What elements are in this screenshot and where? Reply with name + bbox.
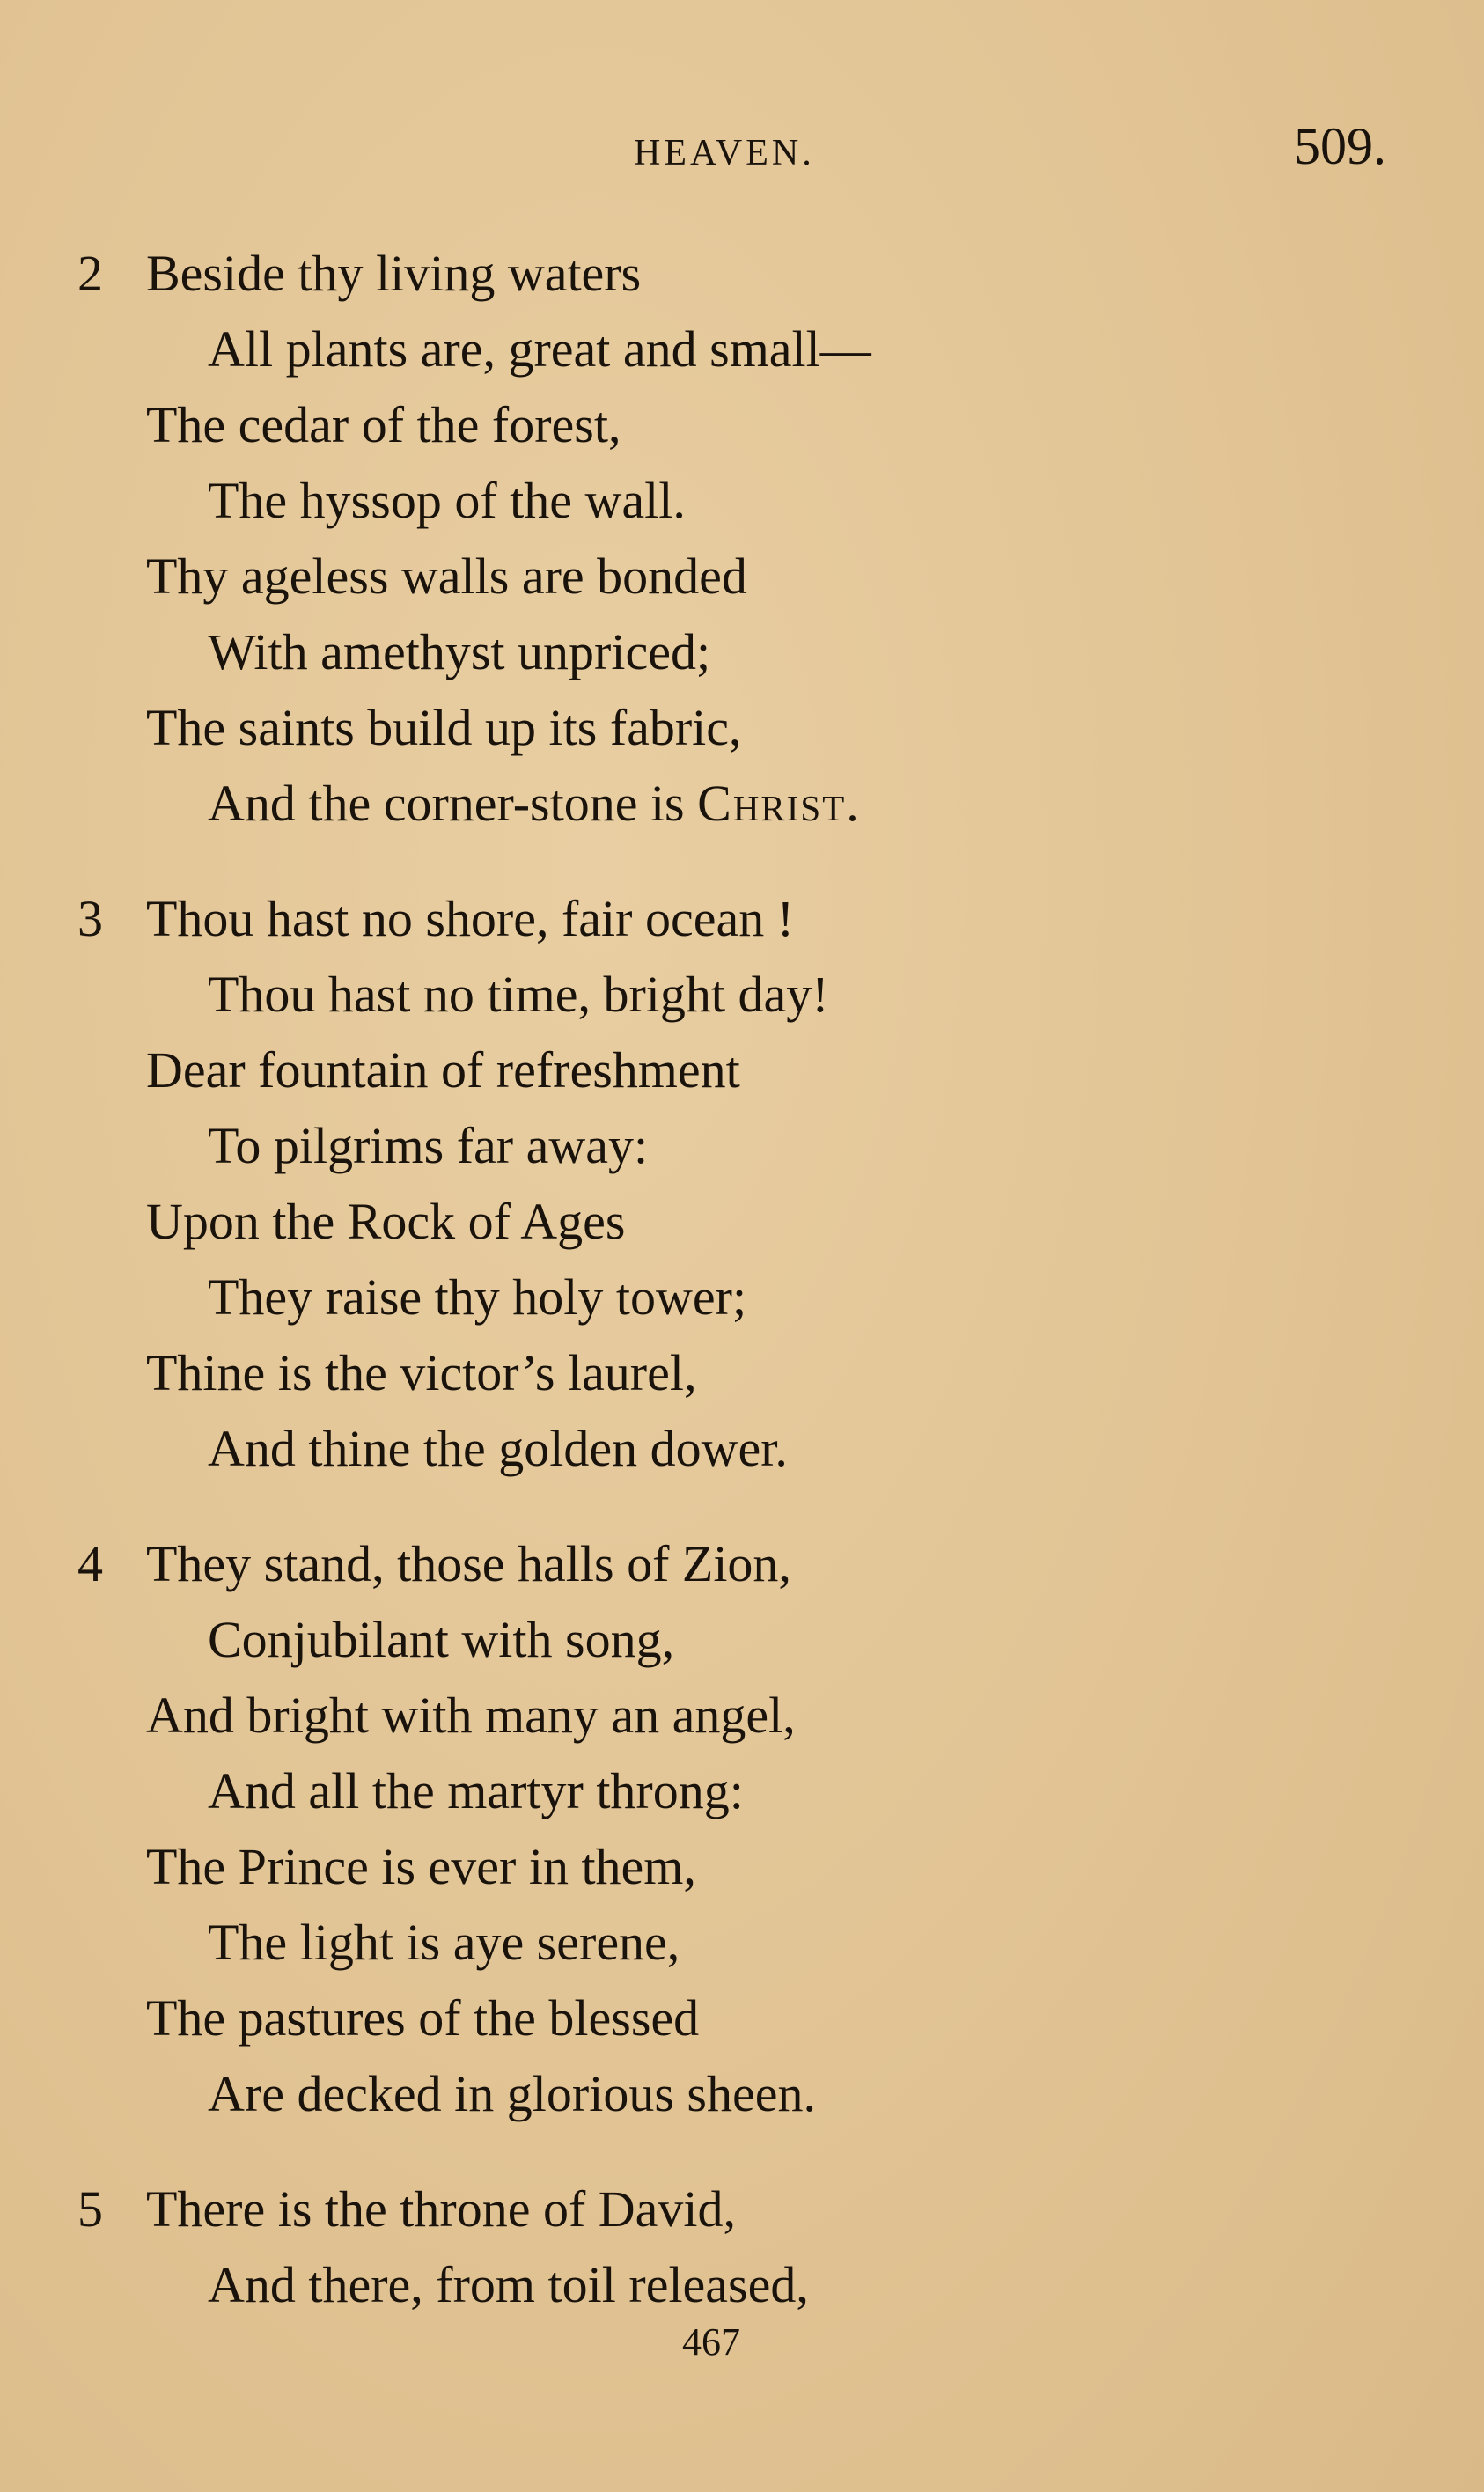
hymn-text — [77, 236, 1398, 2363]
verse-line: They raise thy holy tower; — [208, 1268, 747, 1326]
stanza-number: 2 — [77, 245, 103, 302]
stanza-number: 4 — [77, 1535, 103, 1592]
verse-line: Beside thy living waters — [146, 245, 642, 302]
stanza-number: 5 — [77, 2180, 103, 2238]
stanza-3 — [77, 881, 1398, 1487]
verse-line: Thine is the victor’s laurel, — [146, 1344, 697, 1401]
verse-line: The saints build up its fabric, — [146, 699, 742, 756]
stanza-5 — [77, 2172, 1398, 2323]
page-footer-number: 467 — [682, 2320, 740, 2363]
verse-line: And bright with many an angel, — [146, 1687, 796, 1744]
verse-line: The pastures of the blessed — [146, 1989, 700, 2047]
running-header: HEAVEN. — [634, 133, 815, 173]
christ-emphasis: Christ. — [697, 775, 861, 832]
stanza-number: 3 — [77, 890, 103, 947]
verse-line: The cedar of the forest, — [146, 396, 621, 453]
stanza-2 — [77, 236, 1398, 842]
verse-line-text: And the corner-stone is — [208, 775, 698, 832]
verse-line: Dear fountain of refreshment — [146, 1041, 740, 1099]
verse-line: They stand, those halls of Zion, — [146, 1535, 791, 1592]
stanza-4 — [77, 1526, 1398, 2132]
verse-line — [77, 766, 1398, 842]
verse-line: Conjubilant with song, — [208, 1611, 675, 1668]
verse-line: Thou hast no shore, fair ocean ! — [146, 890, 795, 947]
verse-line: The light is aye serene, — [208, 1914, 680, 1971]
hymn-number: 509. — [1294, 117, 1386, 175]
verse-line: The Prince is ever in them, — [146, 1838, 696, 1895]
verse-line: Thy ageless walls are bonded — [146, 548, 747, 605]
verse-line: All plants are, great and small— — [208, 320, 871, 378]
verse-line: And all the martyr throng: — [208, 1762, 744, 1819]
verse-line: There is the throne of David, — [146, 2180, 737, 2238]
verse-line: And there, from toil released, — [208, 2256, 809, 2313]
verse-line: Are decked in glorious sheen. — [208, 2065, 816, 2122]
verse-line: With amethyst unpriced; — [208, 623, 711, 680]
verse-line: Upon the Rock of Ages — [146, 1193, 626, 1250]
verse-line: To pilgrims far away: — [208, 1117, 649, 1174]
verse-line: And thine the golden dower. — [208, 1420, 788, 1477]
verse-line: The hyssop of the wall. — [208, 472, 686, 529]
verse-line: Thou hast no time, bright day! — [208, 966, 829, 1023]
